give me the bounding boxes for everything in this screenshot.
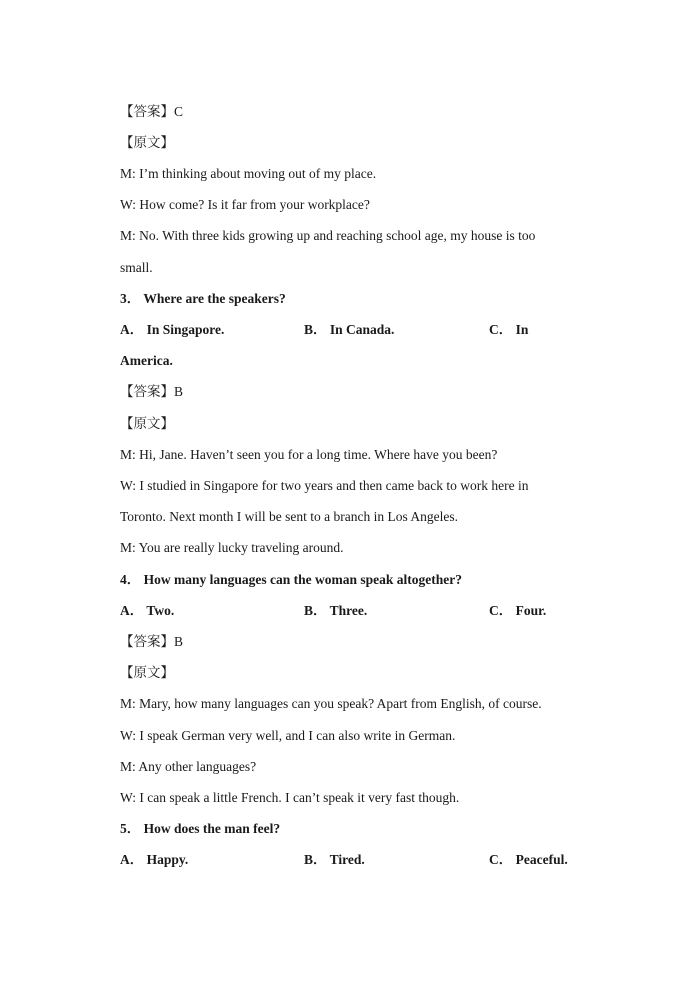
dialogue-line: M: You are really lucky traveling around. [120, 540, 344, 555]
dialogue-line: M: No. With three kids growing up and reaching school age, my house is too [120, 228, 536, 243]
source-label: 【原文】 [120, 135, 174, 150]
dialogue-line: W: I can speak a little French. I can’t speak it very fast though. [120, 790, 460, 805]
q4-option-a: A． Two. [120, 603, 175, 618]
q4-option-c: C． Four. [489, 603, 547, 618]
dialogue-line: Toronto. Next month I will be sent to a branch in Los Angeles. [120, 509, 458, 524]
dialogue-line: W: I speak German very well, and I can also write in German. [120, 728, 456, 743]
q3-option-c-wrap: America. [120, 353, 173, 368]
source-label: 【原文】 [120, 416, 174, 431]
dialogue-line: small. [120, 260, 153, 275]
q5-option-b: B． Tired. [304, 852, 365, 867]
question-3: 3． Where are the speakers? [120, 291, 286, 306]
dialogue-line: M: Any other languages? [120, 759, 257, 774]
answer-label: 【答案】B [120, 634, 184, 649]
question-5: 5． How does the man feel? [120, 821, 281, 836]
q3-option-b: B． In Canada. [304, 322, 395, 337]
question-4: 4． How many languages can the woman speak altogether? [120, 572, 463, 587]
answer-label: 【答案】B [120, 384, 184, 399]
dialogue-line: M: Hi, Jane. Haven’t seen you for a long time. Where have you been? [120, 447, 498, 462]
dialogue-line: M: I’m thinking about moving out of my place. [120, 166, 377, 181]
q5-option-c: C． Peaceful. [489, 852, 568, 867]
dialogue-line: W: How come? Is it far from your workplace? [120, 197, 370, 212]
source-label: 【原文】 [120, 665, 174, 680]
answer-label: 【答案】C [120, 104, 184, 119]
q5-option-a: A． Happy. [120, 852, 189, 867]
q4-option-b: B． Three. [304, 603, 368, 618]
dialogue-line: W: I studied in Singapore for two years and then came back to work here in [120, 478, 529, 493]
q3-option-a: A． In Singapore. [120, 322, 225, 337]
q3-option-c: C． In [489, 322, 529, 337]
dialogue-line: M: Mary, how many languages can you speak? Apart from English, of course. [120, 696, 542, 711]
